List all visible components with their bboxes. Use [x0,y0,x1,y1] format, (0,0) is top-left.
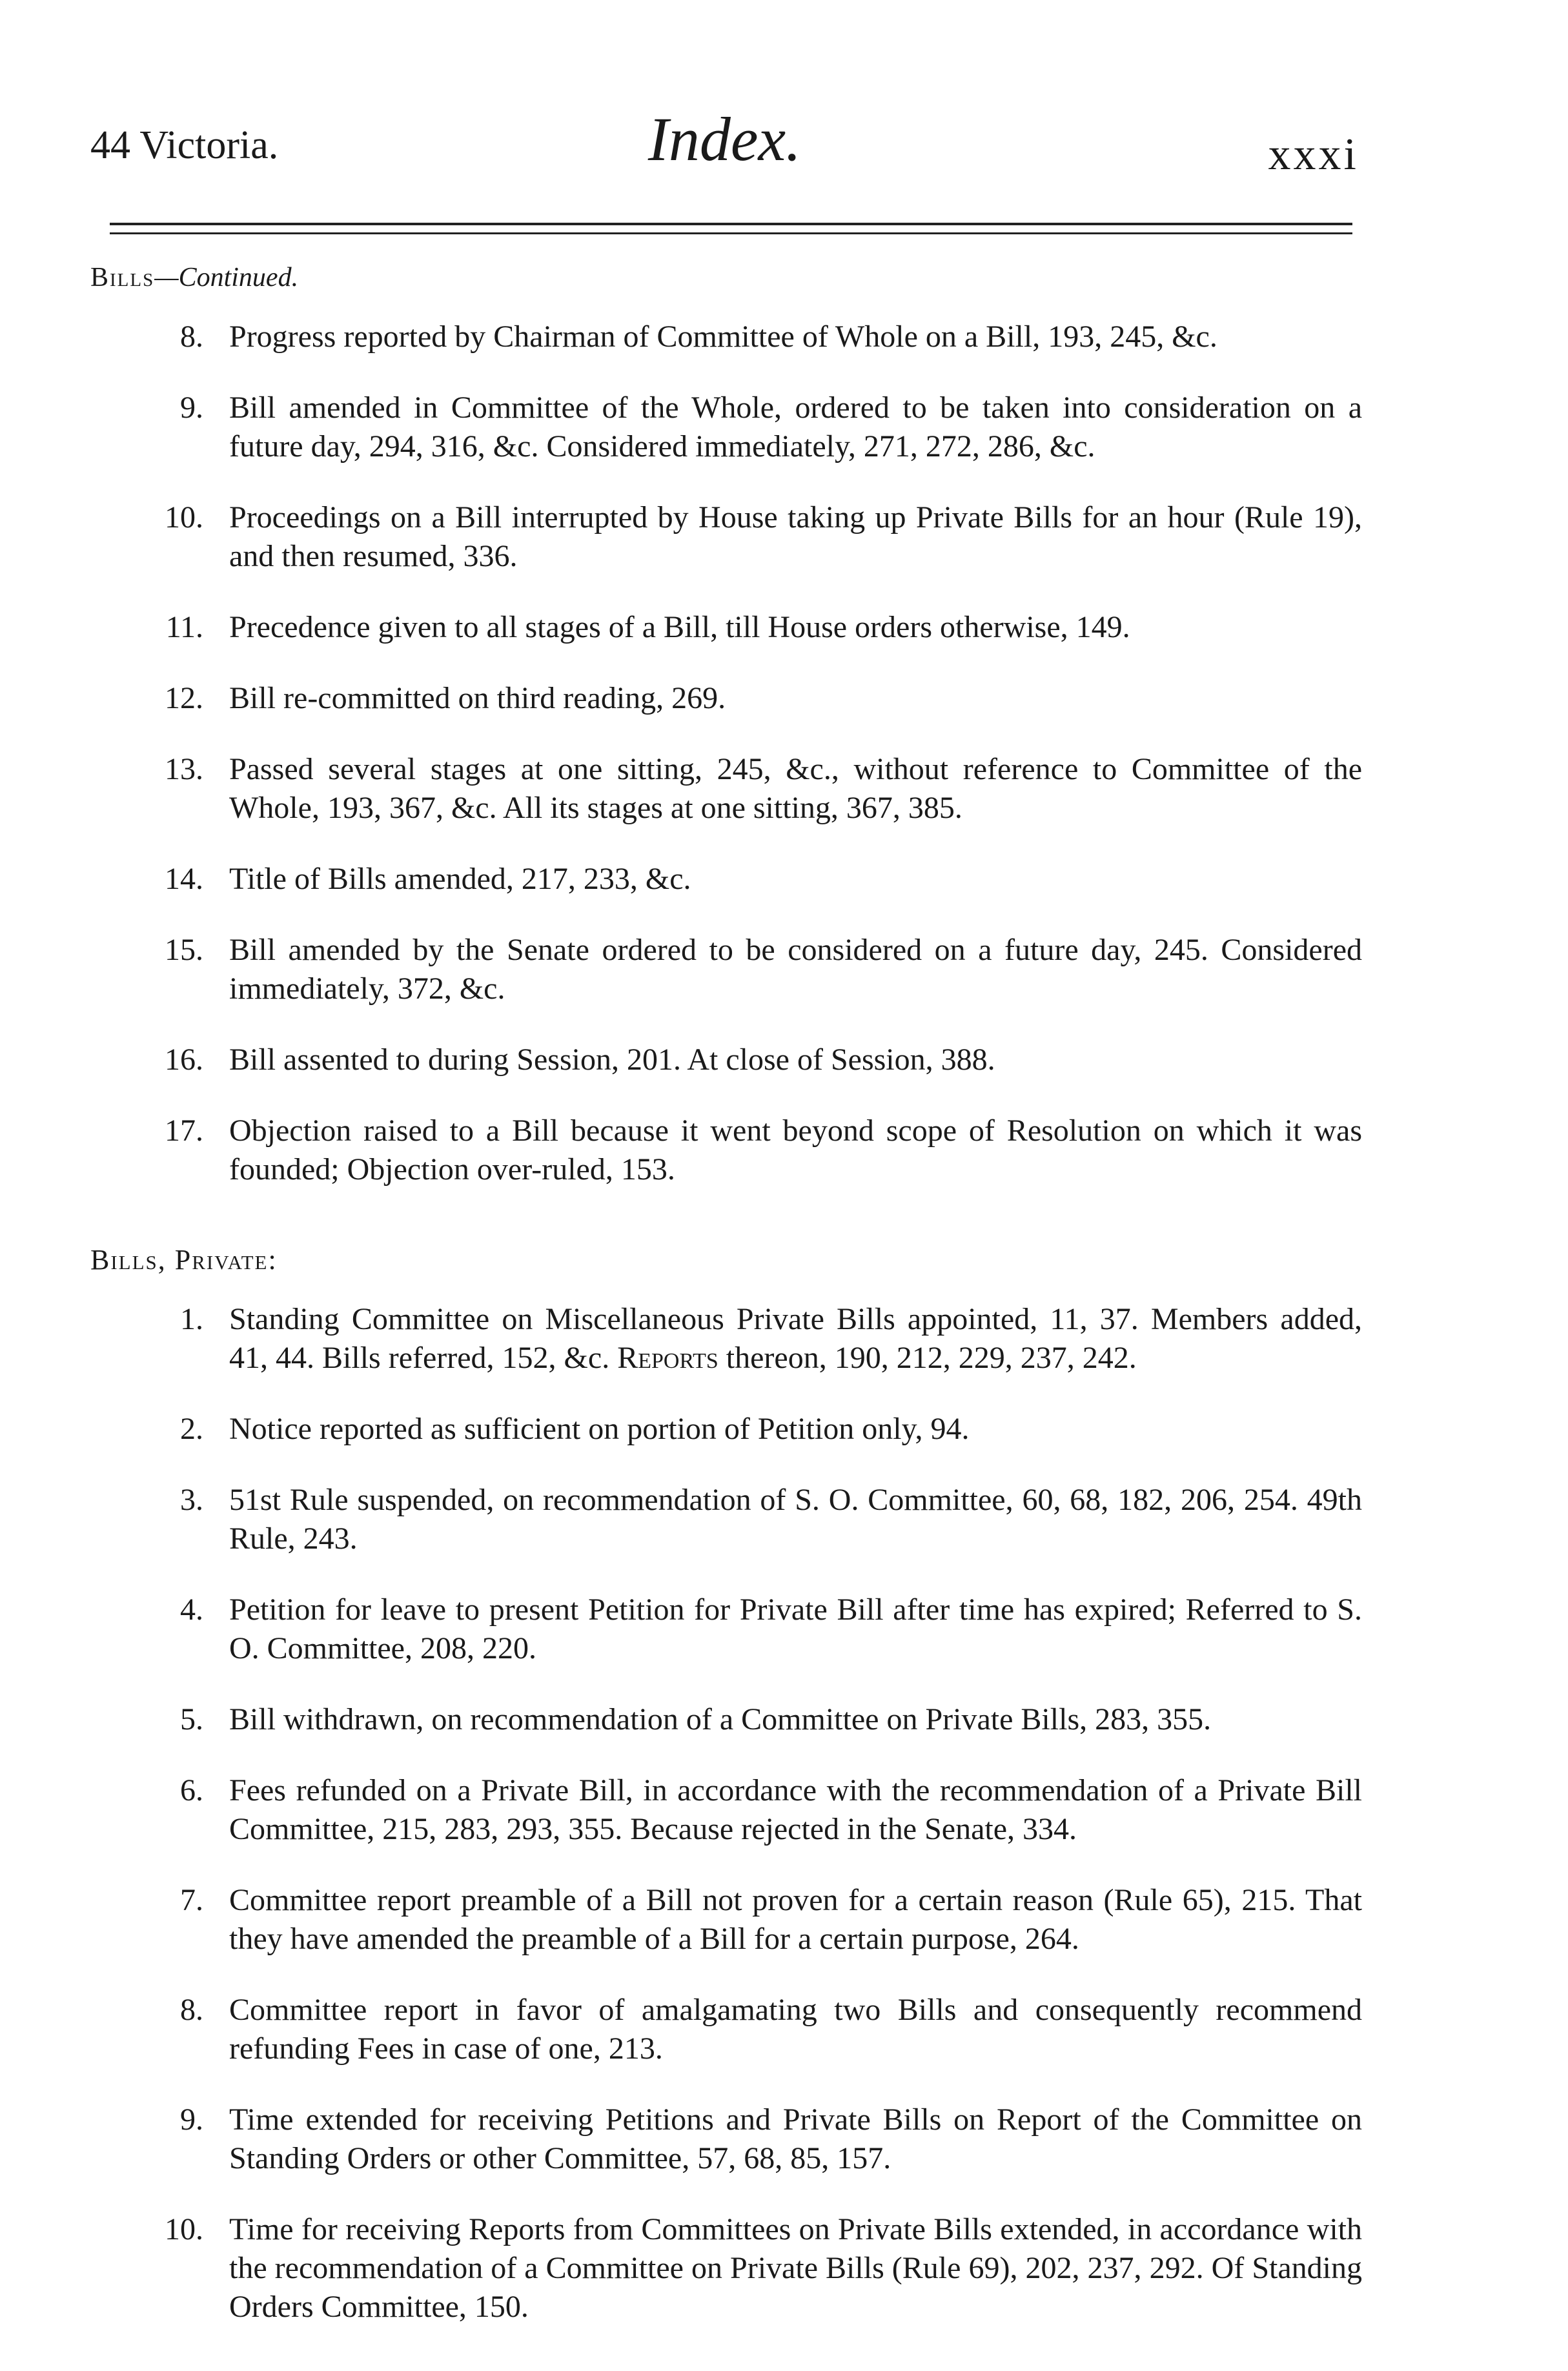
header-rule-bottom [110,232,1352,234]
index-entry [90,1771,1362,1849]
index-entry [90,318,1362,356]
entry-text: Passed several stages at one sitting, 245, &c., without reference to Committee of the Whole, 193, 367, &c. All its stages at one sitting, 367, 385. [229,752,1362,825]
section-heading-sub: : [268,1244,278,1276]
entry-number: 17. [165,1114,203,1148]
entry-number: 8. [180,320,203,354]
entry-text-small-caps: Reports [617,1341,718,1375]
entry-text: thereon, 190, 212, 229, 237, 242. [718,1341,1137,1375]
entry-text: Proceedings on a Bill interrupted by House taking up Private Bills for an hour (Rule 19), and then resumed, 336. [229,500,1362,573]
index-entry [90,1700,1362,1739]
entry-number: 3. [180,1483,203,1517]
entry-number: 11. [165,610,203,644]
section-heading-main: Bills [90,263,155,292]
index-entry [90,1991,1362,2068]
entry-text: Objection raised to a Bill because it went beyond scope of Resolution on which it was founded; Objection over-ruled, 153. [229,1114,1362,1186]
entry-text: Fees refunded on a Private Bill, in accordance with the recommendation of a Private Bill Committee, 215, 283, 293, 355. Because rejected in the Senate, 334. [229,1773,1362,1846]
index-entry [90,1041,1362,1079]
index-entry [90,608,1362,647]
entry-number: 1. [180,1302,203,1336]
entry-text: Bill re-committed on third reading, 269. [229,681,726,715]
entry-text: Petition for leave to present Petition for Private Bill after time has expired; Referred to S. O. Committee, 208, 220. [229,1593,1362,1665]
entry-number: 5. [180,1702,203,1736]
entry-number: 13. [165,752,203,786]
header-volume: 44 Victoria. [90,123,279,167]
index-entry [90,1881,1362,1959]
index-entry [90,498,1362,576]
section-heading-main: Bills, Private [90,1244,269,1276]
index-entry [90,1591,1362,1668]
entry-number: 8. [180,1993,203,2027]
entry-text: Committee report preamble of a Bill not proven for a certain reason (Rule 65), 215. That they have amended the preamble of a Bill for a certain purpose, 264. [229,1883,1362,1956]
entry-number: 4. [180,1593,203,1627]
entry-text: Notice reported as sufficient on portion of Petition only, 94. [229,1412,970,1446]
index-entry [90,1410,1362,1449]
entry-number: 15. [165,933,203,967]
entry-number: 10. [165,500,203,534]
entry-text: Bill assented to during Session, 201. At close of Session, 388. [229,1043,995,1077]
entry-text: Bill amended by the Senate ordered to be considered on a future day, 245. Considered immediately, 372, &c. [229,933,1362,1006]
header-rule-top [110,223,1352,225]
index-entry [90,679,1362,718]
index-entry [90,1481,1362,1558]
entry-text: 51st Rule suspended, on recommendation of S. O. Committee, 60, 68, 182, 206, 254. 49th Rule, 243. [229,1483,1362,1556]
entry-text: Precedence given to all stages of a Bill, till House orders otherwise, 149. [229,610,1130,644]
index-body [90,258,1362,2359]
entry-text: Progress reported by Chairman of Committee of Whole on a Bill, 193, 245, &c. [229,320,1217,354]
entry-text: Title of Bills amended, 217, 233, &c. [229,862,691,896]
index-entry [90,2210,1362,2326]
entry-number: 12. [165,681,203,715]
section-heading-sub: —Continued. [154,263,299,292]
entry-number: 7. [180,1883,203,1917]
index-entry [90,750,1362,828]
entry-number: 10. [165,2212,203,2246]
header-page-number: xxxi [1268,130,1359,179]
section-heading-bills-private [90,1241,1362,1279]
index-entry [90,389,1362,466]
entry-number: 9. [180,391,203,425]
entry-number: 16. [165,1043,203,1077]
entry-text: Bill amended in Committee of the Whole, ordered to be taken into consideration on a future day, 294, 316, &c. Considered immediately, 271, 272, 286, &c. [229,391,1362,463]
section-spacer [90,1221,1362,1241]
page-header [90,103,1359,200]
index-entry [90,860,1362,899]
entry-text: Standing Committee on Miscellaneous Private Bills appointed, 11, 37. Members added, 41, 44. Bills referred, 152, &c. [229,1302,1362,1375]
entry-number: 14. [165,862,203,896]
header-title: Index. [647,105,802,174]
entry-number: 6. [180,1773,203,1807]
entry-text: Time extended for receiving Petitions and Private Bills on Report of the Committee on Standing Orders or other Committee, 57, 68, 85, 157. [229,2102,1362,2175]
entry-number: 2. [180,1412,203,1446]
index-entry [90,931,1362,1008]
index-entry [90,2101,1362,2178]
index-entry [90,1300,1362,1378]
section-heading-bills-continued [90,258,1362,297]
entry-text: Committee report in favor of amalgamating two Bills and consequently recommend refunding Fees in case of one, 213. [229,1993,1362,2066]
entry-text: Bill withdrawn, on recommendation of a Committee on Private Bills, 283, 355. [229,1702,1212,1736]
entry-text: Time for receiving Reports from Committees on Private Bills extended, in accordance with the recommendation of a Committee on Private Bills (Rule 69), 202, 237, 292. Of Standing Orders Committee, 150. [229,2212,1362,2324]
index-entry [90,1112,1362,1189]
entry-number: 9. [180,2102,203,2137]
